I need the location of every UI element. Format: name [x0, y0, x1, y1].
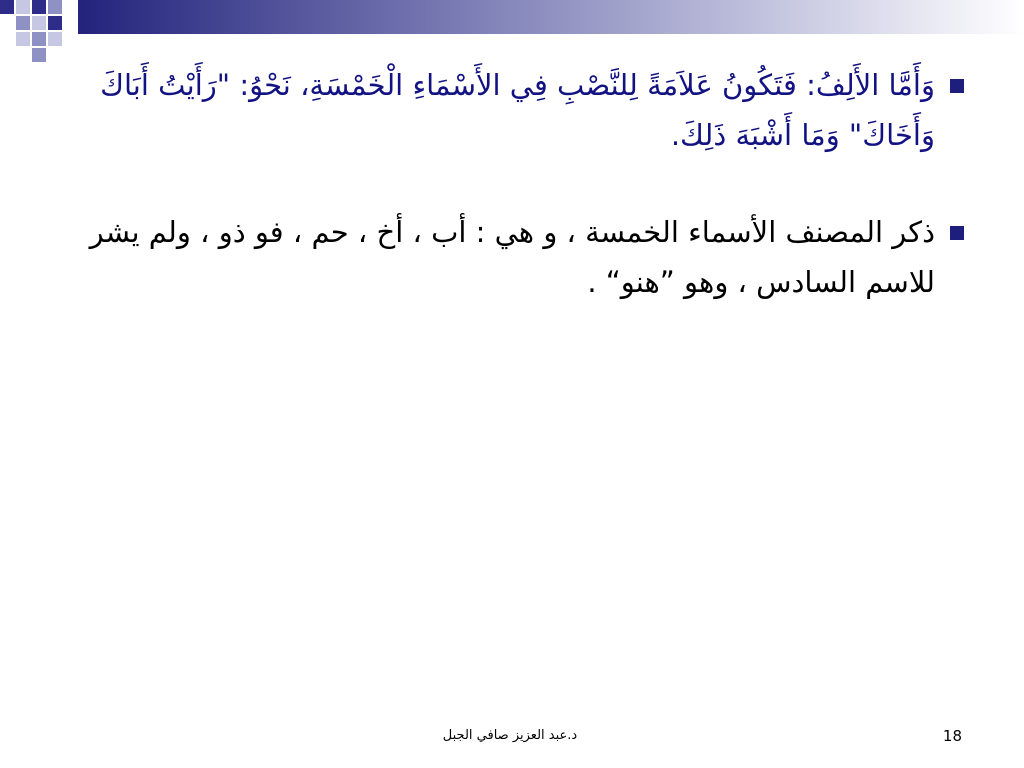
slide-number: 18 — [942, 727, 962, 745]
slide-header-decoration — [0, 0, 1024, 64]
bullet-point — [70, 207, 970, 307]
bullet-point — [70, 60, 970, 160]
decor-square — [48, 32, 62, 46]
decor-square — [0, 0, 14, 14]
header-gradient-bar — [78, 0, 1024, 34]
decor-square — [16, 16, 30, 30]
slide-content — [70, 60, 970, 307]
footer-author: د.عبد العزيز صافي الجبل — [442, 728, 578, 743]
bullet-square-icon — [950, 226, 964, 240]
bullet-square-icon — [950, 79, 964, 93]
bullet-text: ذكر المصنف الأسماء الخمسة ، و هي : أب ، أخ ، حم ، فو ذو ، ولم يشر للاسم السادس ، وهو ”هنو“ . — [89, 215, 935, 299]
decor-square — [32, 32, 46, 46]
decor-square — [48, 0, 62, 14]
decor-square — [32, 48, 46, 62]
decor-square — [16, 32, 30, 46]
decor-square — [32, 16, 46, 30]
decor-square — [48, 16, 62, 30]
bullet-text: وَأَمَّا الأَلِفُ: فَتَكُونُ عَلاَمَةً لِلنَّصْبِ فِي الأَسْمَاءِ الْخَمْسَةِ، نَحْوُ: "رَأَيْتُ أَبَاكَ وَأَخَاكَ" وَمَا أَشْبَهَ ذَلِكَ. — [100, 68, 935, 152]
decor-square — [16, 0, 30, 14]
decor-square — [32, 0, 46, 14]
